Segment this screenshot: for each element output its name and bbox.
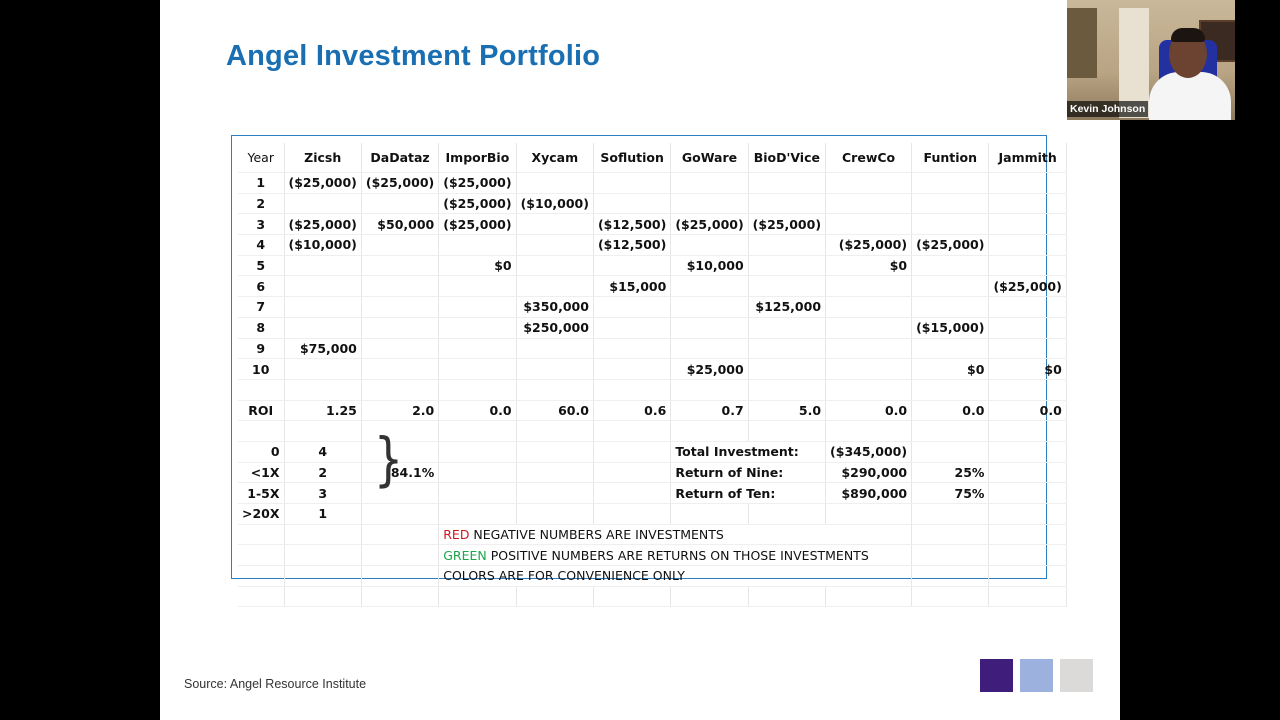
empty-cell: [671, 586, 748, 607]
bucket-count: 3: [284, 483, 361, 504]
value-cell: [593, 359, 670, 380]
table-row: [238, 359, 1066, 380]
empty-cell: [439, 421, 516, 442]
value-cell: ($25,000): [284, 173, 361, 194]
company-header: DaDataz: [361, 143, 438, 173]
empty-cell: [593, 504, 670, 525]
empty-cell: [238, 586, 284, 607]
year-cell: 6: [238, 276, 284, 297]
year-cell: 7: [238, 297, 284, 318]
empty-cell: [516, 483, 593, 504]
value-cell: $25,000: [671, 359, 748, 380]
value-cell: ($25,000): [439, 214, 516, 235]
company-header: GoWare: [671, 143, 748, 173]
empty-cell: [238, 421, 284, 442]
summary-label: Total Investment:: [671, 441, 826, 462]
value-cell: ($25,000): [439, 173, 516, 194]
legend-text: POSITIVE NUMBERS ARE RETURNS ON THOSE INVESTMENTS: [486, 547, 869, 563]
roi-value: 0.0: [912, 400, 989, 421]
table-row: [238, 255, 1066, 276]
portfolio-table: [238, 143, 1067, 607]
bucket-label: >20X: [238, 504, 284, 525]
empty-cell: [284, 586, 361, 607]
empty-cell: [361, 524, 438, 545]
value-cell: [593, 338, 670, 359]
bucket-count: 2: [284, 462, 361, 483]
empty-cell: [238, 379, 284, 400]
wall-frame: [1067, 8, 1097, 78]
year-header: Year: [238, 143, 284, 173]
year-cell: 8: [238, 317, 284, 338]
summary-percent: [912, 441, 989, 462]
empty-cell: [439, 441, 516, 462]
empty-cell: [989, 566, 1066, 587]
empty-cell: [989, 462, 1066, 483]
value-cell: $125,000: [748, 297, 825, 318]
empty-cell: [989, 545, 1066, 566]
value-cell: [989, 193, 1066, 214]
spreadsheet-table: [231, 135, 1062, 584]
value-cell: [912, 276, 989, 297]
spacer-row: [238, 586, 1066, 607]
slide-title: Angel Investment Portfolio: [226, 40, 601, 72]
value-cell: $10,000: [671, 255, 748, 276]
value-cell: ($12,500): [593, 214, 670, 235]
value-cell: $50,000: [361, 214, 438, 235]
empty-cell: [361, 586, 438, 607]
value-cell: [439, 338, 516, 359]
participant-hair: [1171, 28, 1205, 42]
empty-cell: [284, 524, 361, 545]
empty-cell: [989, 524, 1066, 545]
value-cell: [989, 338, 1066, 359]
summary-value: ($345,000): [826, 441, 912, 462]
table-row: [238, 338, 1066, 359]
value-cell: [516, 276, 593, 297]
value-cell: [516, 255, 593, 276]
empty-cell: [516, 586, 593, 607]
value-cell: [516, 338, 593, 359]
roi-value: 0.0: [989, 400, 1066, 421]
value-cell: [671, 193, 748, 214]
spacer-row: [238, 421, 1066, 442]
value-cell: [748, 173, 825, 194]
spacer-row: [238, 379, 1066, 400]
legend-keyword: RED: [443, 527, 470, 543]
value-cell: $15,000: [593, 276, 670, 297]
value-cell: [989, 235, 1066, 256]
value-cell: [361, 255, 438, 276]
empty-cell: [593, 379, 670, 400]
value-cell: [826, 338, 912, 359]
bucket-label: <1X: [238, 462, 284, 483]
value-cell: ($25,000): [826, 235, 912, 256]
accent-square-purple: [980, 659, 1013, 692]
value-cell: [284, 317, 361, 338]
empty-cell: [516, 441, 593, 462]
value-cell: ($25,000): [671, 214, 748, 235]
value-cell: [826, 359, 912, 380]
empty-cell: [593, 586, 670, 607]
summary-percent: 25%: [912, 462, 989, 483]
value-cell: [912, 297, 989, 318]
participant-body: [1149, 72, 1231, 120]
empty-cell: [989, 441, 1066, 462]
empty-cell: [671, 379, 748, 400]
value-cell: [912, 255, 989, 276]
empty-cell: [516, 379, 593, 400]
bucket-count: 4: [284, 441, 361, 462]
empty-cell: [593, 421, 670, 442]
empty-cell: [284, 545, 361, 566]
value-cell: [912, 214, 989, 235]
value-cell: [826, 173, 912, 194]
value-cell: [516, 359, 593, 380]
participant-name-label: Kevin Johnson: [1067, 101, 1148, 117]
year-cell: 2: [238, 193, 284, 214]
legend-note-row: [238, 524, 1066, 545]
value-cell: [439, 276, 516, 297]
grouping-brace: }: [373, 425, 404, 493]
legend-note: [439, 524, 912, 545]
empty-cell: [439, 483, 516, 504]
legend-keyword: GREEN: [443, 547, 487, 563]
empty-cell: [912, 504, 989, 525]
value-cell: [361, 317, 438, 338]
value-cell: [593, 317, 670, 338]
roi-value: 0.0: [826, 400, 912, 421]
value-cell: [593, 193, 670, 214]
accent-square-gray: [1060, 659, 1093, 692]
empty-cell: [989, 586, 1066, 607]
empty-cell: [989, 379, 1066, 400]
legend-note-row: [238, 566, 1066, 587]
value-cell: ($10,000): [284, 235, 361, 256]
value-cell: [748, 317, 825, 338]
empty-cell: [361, 379, 438, 400]
value-cell: [439, 359, 516, 380]
value-cell: $0: [989, 359, 1066, 380]
value-cell: [284, 276, 361, 297]
company-header: BioD'Vice: [748, 143, 825, 173]
roi-value: 0.0: [439, 400, 516, 421]
value-cell: ($25,000): [989, 276, 1066, 297]
distribution-row: [238, 441, 1066, 462]
empty-cell: [284, 421, 361, 442]
value-cell: [361, 235, 438, 256]
company-header: ImporBio: [439, 143, 516, 173]
value-cell: [671, 317, 748, 338]
empty-cell: [671, 421, 748, 442]
value-cell: ($25,000): [912, 235, 989, 256]
value-cell: [361, 276, 438, 297]
table-row: [238, 193, 1066, 214]
empty-cell: [593, 441, 670, 462]
value-cell: [912, 173, 989, 194]
company-header: Xycam: [516, 143, 593, 173]
value-cell: [284, 193, 361, 214]
empty-cell: [516, 504, 593, 525]
value-cell: ($25,000): [439, 193, 516, 214]
roi-value: 60.0: [516, 400, 593, 421]
distribution-row: [238, 504, 1066, 525]
value-cell: [593, 297, 670, 318]
value-cell: ($25,000): [284, 214, 361, 235]
legend-text: COLORS ARE FOR CONVENIENCE ONLY: [443, 568, 685, 584]
value-cell: $0: [439, 255, 516, 276]
table-row: [238, 214, 1066, 235]
year-cell: 9: [238, 338, 284, 359]
value-cell: [361, 193, 438, 214]
value-cell: ($25,000): [361, 173, 438, 194]
value-cell: [516, 235, 593, 256]
roi-row: [238, 400, 1066, 421]
distribution-row: [238, 483, 1066, 504]
value-cell: [748, 193, 825, 214]
value-cell: [439, 317, 516, 338]
empty-cell: [593, 483, 670, 504]
company-header: Zicsh: [284, 143, 361, 173]
value-cell: [361, 359, 438, 380]
roi-value: 0.7: [671, 400, 748, 421]
value-cell: [826, 276, 912, 297]
empty-cell: [912, 524, 989, 545]
table-header-row: [238, 143, 1066, 173]
empty-cell: [989, 504, 1066, 525]
value-cell: [284, 255, 361, 276]
empty-cell: [284, 566, 361, 587]
value-cell: ($12,500): [593, 235, 670, 256]
bucket-label: 1-5X: [238, 483, 284, 504]
table-row: [238, 173, 1066, 194]
value-cell: $350,000: [516, 297, 593, 318]
empty-cell: [989, 421, 1066, 442]
value-cell: [671, 235, 748, 256]
value-cell: [748, 359, 825, 380]
empty-cell: [238, 545, 284, 566]
value-cell: [989, 255, 1066, 276]
roi-value: 1.25: [284, 400, 361, 421]
bucket-count: 1: [284, 504, 361, 525]
value-cell: [671, 338, 748, 359]
value-cell: [284, 297, 361, 318]
legend-note-row: [238, 545, 1066, 566]
value-cell: $250,000: [516, 317, 593, 338]
value-cell: [989, 297, 1066, 318]
value-cell: [912, 193, 989, 214]
value-cell: [593, 255, 670, 276]
roi-label: ROI: [238, 400, 284, 421]
company-header: Funtion: [912, 143, 989, 173]
value-cell: [671, 173, 748, 194]
value-cell: [361, 297, 438, 318]
table-row: [238, 235, 1066, 256]
empty-cell: [912, 545, 989, 566]
empty-cell: [748, 504, 825, 525]
empty-cell: [439, 379, 516, 400]
company-header: CrewCo: [826, 143, 912, 173]
value-cell: [748, 276, 825, 297]
empty-cell: [593, 462, 670, 483]
value-cell: ($15,000): [912, 317, 989, 338]
legend-note: [439, 566, 912, 587]
empty-cell: [912, 421, 989, 442]
year-cell: 4: [238, 235, 284, 256]
empty-cell: [439, 462, 516, 483]
presentation-slide: [160, 0, 1120, 720]
distribution-row: [238, 462, 1066, 483]
value-cell: [593, 173, 670, 194]
accent-square-blue: [1020, 659, 1053, 692]
value-cell: [826, 297, 912, 318]
empty-cell: [748, 586, 825, 607]
empty-cell: [439, 586, 516, 607]
empty-cell: [748, 379, 825, 400]
distribution-percent: 84.1%: [361, 462, 438, 483]
bucket-label: 0: [238, 441, 284, 462]
roi-value: 0.6: [593, 400, 670, 421]
value-cell: [826, 193, 912, 214]
year-cell: 3: [238, 214, 284, 235]
value-cell: ($10,000): [516, 193, 593, 214]
roi-value: 5.0: [748, 400, 825, 421]
summary-value: $290,000: [826, 462, 912, 483]
value-cell: [748, 255, 825, 276]
empty-cell: [516, 421, 593, 442]
empty-cell: [826, 586, 912, 607]
legend-note: [439, 545, 912, 566]
empty-cell: [826, 379, 912, 400]
empty-cell: [284, 379, 361, 400]
table-row: [238, 276, 1066, 297]
year-cell: 1: [238, 173, 284, 194]
empty-cell: [989, 483, 1066, 504]
empty-cell: [748, 421, 825, 442]
year-cell: 5: [238, 255, 284, 276]
value-cell: [284, 359, 361, 380]
legend-text: NEGATIVE NUMBERS ARE INVESTMENTS: [469, 527, 724, 543]
year-cell: 10: [238, 359, 284, 380]
empty-cell: [361, 504, 438, 525]
value-cell: [989, 173, 1066, 194]
empty-cell: [912, 379, 989, 400]
value-cell: [826, 317, 912, 338]
value-cell: [748, 235, 825, 256]
empty-cell: [238, 566, 284, 587]
empty-cell: [671, 504, 748, 525]
value-cell: [361, 338, 438, 359]
empty-cell: [439, 504, 516, 525]
value-cell: [989, 317, 1066, 338]
summary-value: $890,000: [826, 483, 912, 504]
empty-cell: [516, 462, 593, 483]
summary-label: Return of Nine:: [671, 462, 826, 483]
value-cell: [989, 214, 1066, 235]
company-header: Soflution: [593, 143, 670, 173]
table-row: [238, 297, 1066, 318]
value-cell: [671, 276, 748, 297]
empty-cell: [912, 586, 989, 607]
summary-label: Return of Ten:: [671, 483, 826, 504]
table-row: [238, 317, 1066, 338]
value-cell: [516, 214, 593, 235]
value-cell: [826, 214, 912, 235]
source-caption: Source: Angel Resource Institute: [184, 677, 367, 691]
company-header: Jammith: [989, 143, 1066, 173]
empty-cell: [912, 566, 989, 587]
participant-video-tile[interactable]: [1067, 0, 1235, 120]
value-cell: [439, 235, 516, 256]
summary-percent: 75%: [912, 483, 989, 504]
value-cell: $0: [912, 359, 989, 380]
empty-cell: [361, 545, 438, 566]
empty-cell: [826, 504, 912, 525]
empty-cell: [826, 421, 912, 442]
value-cell: ($25,000): [748, 214, 825, 235]
value-cell: [516, 173, 593, 194]
roi-value: 2.0: [361, 400, 438, 421]
value-cell: $0: [826, 255, 912, 276]
value-cell: [671, 297, 748, 318]
empty-cell: [238, 524, 284, 545]
value-cell: [439, 297, 516, 318]
value-cell: $75,000: [284, 338, 361, 359]
value-cell: [912, 338, 989, 359]
empty-cell: [361, 566, 438, 587]
value-cell: [748, 338, 825, 359]
